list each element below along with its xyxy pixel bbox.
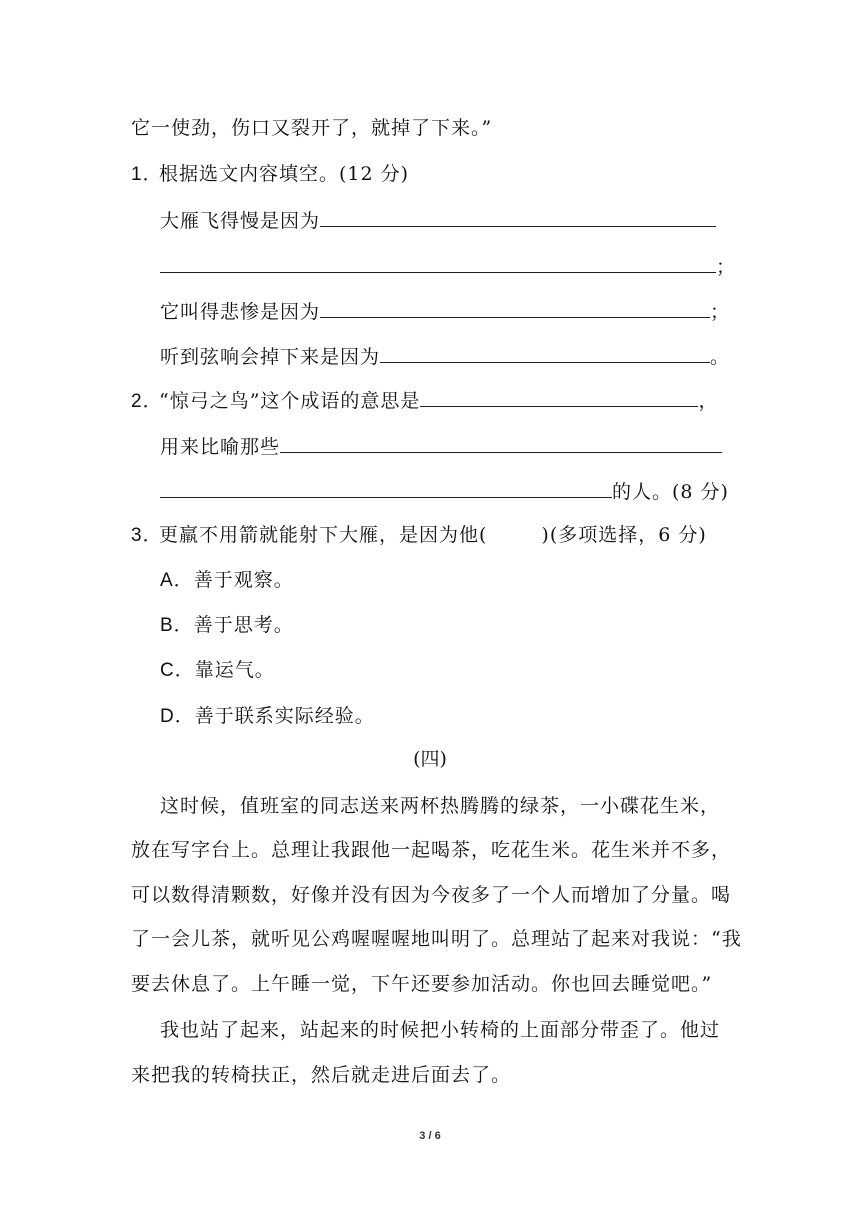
option-b-letter: B． [160, 615, 194, 636]
question-1-line-2-punct: ； [716, 256, 737, 278]
paragraph-1-line-1: 这时候，值班室的同志送来两杯热腾腾的绿茶，一小碟花生米， [160, 795, 721, 817]
answer-blank-1d[interactable] [380, 342, 710, 363]
paragraph-2-line-2: 来把我的转椅扶正，然后就走进后面去了。 [131, 1064, 512, 1086]
passage-end-line: 它一使劲，伤口又裂开了，就掉了下来。” [131, 117, 493, 139]
question-1-line-3 [160, 297, 730, 326]
option-d-text: 善于联系实际经验。 [194, 705, 375, 727]
answer-blank-1b[interactable] [160, 252, 716, 273]
paragraph-1-line-2: 放在写字台上。总理让我跟他一起喝茶，吃花生米。花生米并不多， [131, 839, 732, 861]
question-2-number: 2． [131, 391, 163, 412]
question-2-line-3 [160, 477, 729, 506]
question-3-stem [131, 521, 707, 550]
paragraph-1-line-5: 要去休息了。上午睡一觉，下午还要参加活动。你也回去睡觉吧。” [131, 973, 713, 995]
question-2-line-2-label: 用来比喻那些 [160, 436, 281, 458]
question-3-stem-prefix: 更羸不用箭就能射下大雁，是因为他( [159, 524, 488, 546]
answer-blank-2b[interactable] [280, 432, 722, 453]
option-d [160, 702, 375, 731]
option-c [160, 656, 275, 685]
question-2-line-1 [131, 386, 718, 416]
option-d-letter: D． [160, 706, 195, 727]
answer-blank-2c[interactable] [160, 477, 612, 498]
question-1-line-4 [160, 342, 730, 371]
question-2-line-3-tail: 的人。(8 分) [612, 481, 729, 503]
question-1-number: 1． [131, 164, 163, 185]
question-3-number: 3． [131, 525, 163, 546]
question-1-line-4-label: 听到弦响会掉下来是因为 [160, 346, 381, 368]
question-1-line-3-label: 它叫得悲惨是因为 [160, 301, 321, 323]
answer-blank-2a[interactable] [420, 386, 698, 407]
question-2-line-1-punct: ， [698, 390, 719, 412]
option-c-text: 靠运气。 [194, 659, 275, 681]
question-1-line-1-label: 大雁飞得慢是因为 [160, 210, 321, 232]
option-a-letter: A． [160, 570, 194, 591]
question-1-line-3-punct: ； [710, 301, 731, 323]
question-1-stem [131, 160, 409, 189]
option-a-text: 善于观察。 [193, 569, 294, 591]
option-c-letter: C． [160, 660, 195, 681]
question-1-line-4-punct: 。 [710, 346, 731, 368]
option-b-text: 善于思考。 [193, 614, 294, 636]
question-3-stem-suffix: )(多项选择，6 分) [541, 524, 707, 546]
question-1-line-2 [160, 252, 736, 281]
answer-blank-1a[interactable] [320, 206, 716, 227]
section-4-heading: (四) [413, 748, 447, 770]
question-1-text: 根据选文内容填空。(12 分) [159, 163, 410, 185]
paragraph-1-line-4: 了一会儿茶，就听见公鸡喔喔喔地叫明了。总理站了起来对我说：“我 [131, 928, 742, 950]
option-a [160, 566, 294, 595]
answer-blank-1c[interactable] [320, 297, 710, 318]
paragraph-1-line-3: 可以数得清颗数，好像并没有因为今夜多了一个人而增加了分量。喝 [131, 884, 732, 906]
question-2-line-1-label: “惊弓之鸟”这个成语的意思是 [159, 390, 421, 412]
question-2-line-2 [160, 432, 722, 461]
option-b [160, 611, 294, 640]
paragraph-2-line-1: 我也站了起来，站起来的时候把小转椅的上面部分带歪了。他过 [160, 1019, 721, 1041]
question-1-line-1 [160, 206, 716, 235]
page-number: 3 / 6 [419, 1130, 441, 1142]
